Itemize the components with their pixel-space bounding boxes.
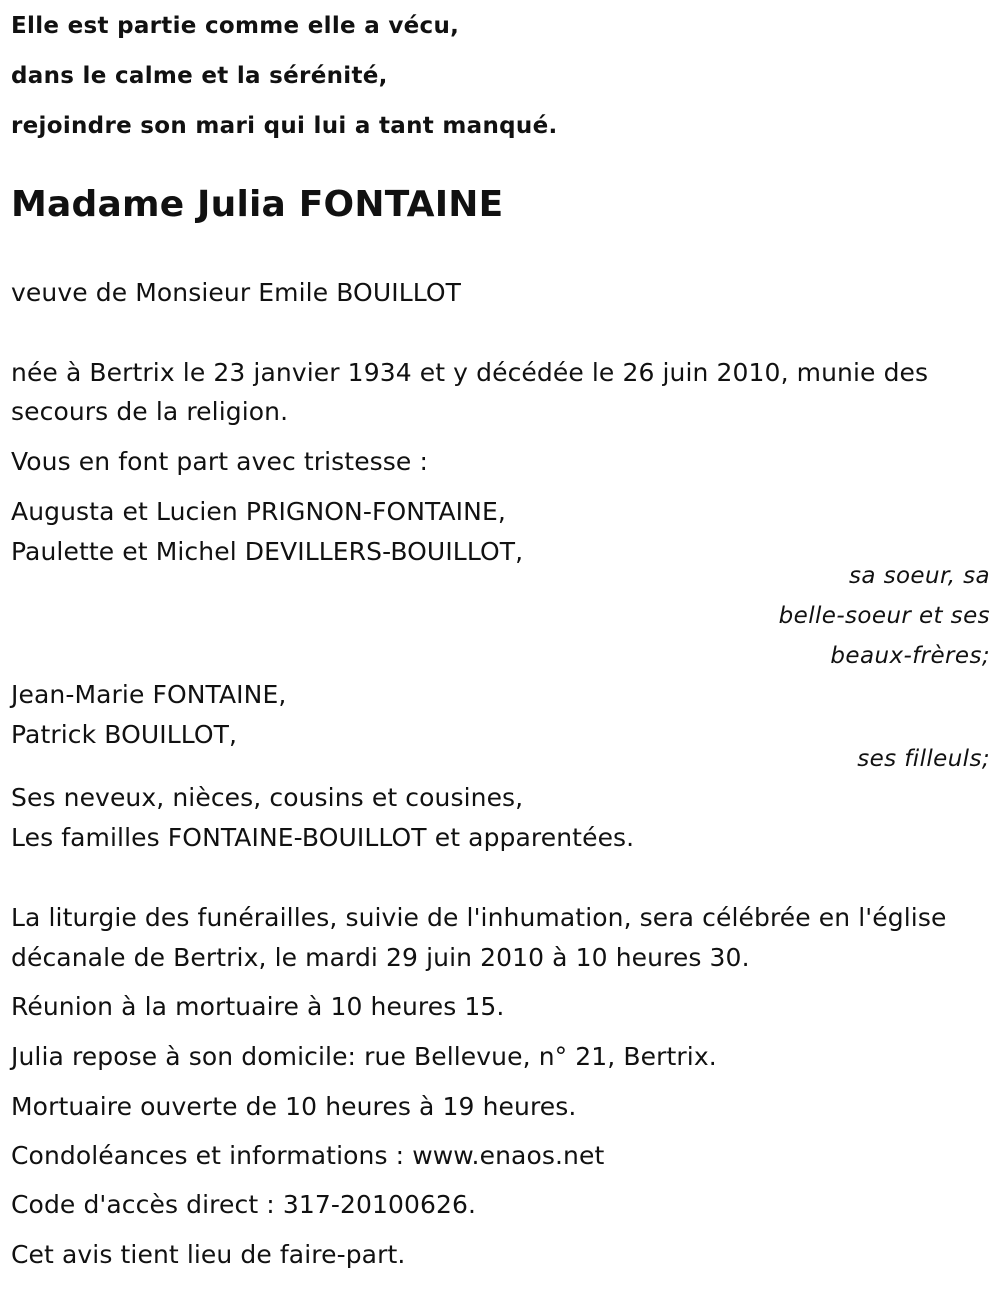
condolences-info: Condoléances et informations : www.enaos.net xyxy=(11,1141,605,1170)
relation-label-line-2: belle-soeur et ses xyxy=(778,603,990,629)
access-code: Code d'accès direct : 317-20100626. xyxy=(11,1190,477,1219)
verse-line-1: Elle est partie comme elle a vécu, xyxy=(11,13,460,39)
birth-death-line-2: secours de la religion. xyxy=(11,397,289,426)
family-member: Patrick BOUILLOT, xyxy=(11,720,238,749)
verse-line-2: dans le calme et la sérénité, xyxy=(11,63,388,89)
funeral-info-line-1: La liturgie des funérailles, suivie de l'inhumation, sera célébrée en l'église xyxy=(11,903,947,932)
spouse-line: veuve de Monsieur Emile BOUILLOT xyxy=(11,278,462,307)
extended-family-line-1: Ses neveux, nièces, cousins et cousines, xyxy=(11,783,524,812)
relation-label-godchildren: ses filleuls; xyxy=(857,746,990,772)
deceased-name: Madame Julia FONTAINE xyxy=(11,184,504,225)
funeral-info-line-2: décanale de Bertrix, le mardi 29 juin 2010 à 10 heures 30. xyxy=(11,943,750,972)
family-member: Augusta et Lucien PRIGNON-FONTAINE, xyxy=(11,497,506,526)
closing-note: Cet avis tient lieu de faire-part. xyxy=(11,1240,406,1269)
family-member: Jean-Marie FONTAINE, xyxy=(11,680,287,709)
mortuary-hours: Mortuaire ouverte de 10 heures à 19 heures. xyxy=(11,1092,577,1121)
announcement-intro: Vous en font part avec tristesse : xyxy=(11,447,428,476)
rest-location: Julia repose à son domicile: rue Bellevue, n° 21, Bertrix. xyxy=(11,1042,717,1071)
relation-label-line-1: sa soeur, sa xyxy=(848,563,990,589)
relation-label-line-3: beaux-frères; xyxy=(830,643,990,669)
birth-death-line-1: née à Bertrix le 23 janvier 1934 et y décédée le 26 juin 2010, munie des xyxy=(11,358,929,387)
verse-line-3: rejoindre son mari qui lui a tant manqué. xyxy=(11,113,558,139)
meeting-info: Réunion à la mortuaire à 10 heures 15. xyxy=(11,992,505,1021)
family-member: Paulette et Michel DEVILLERS-BOUILLOT, xyxy=(11,537,524,566)
extended-family-line-2: Les familles FONTAINE-BOUILLOT et apparentées. xyxy=(11,823,635,852)
